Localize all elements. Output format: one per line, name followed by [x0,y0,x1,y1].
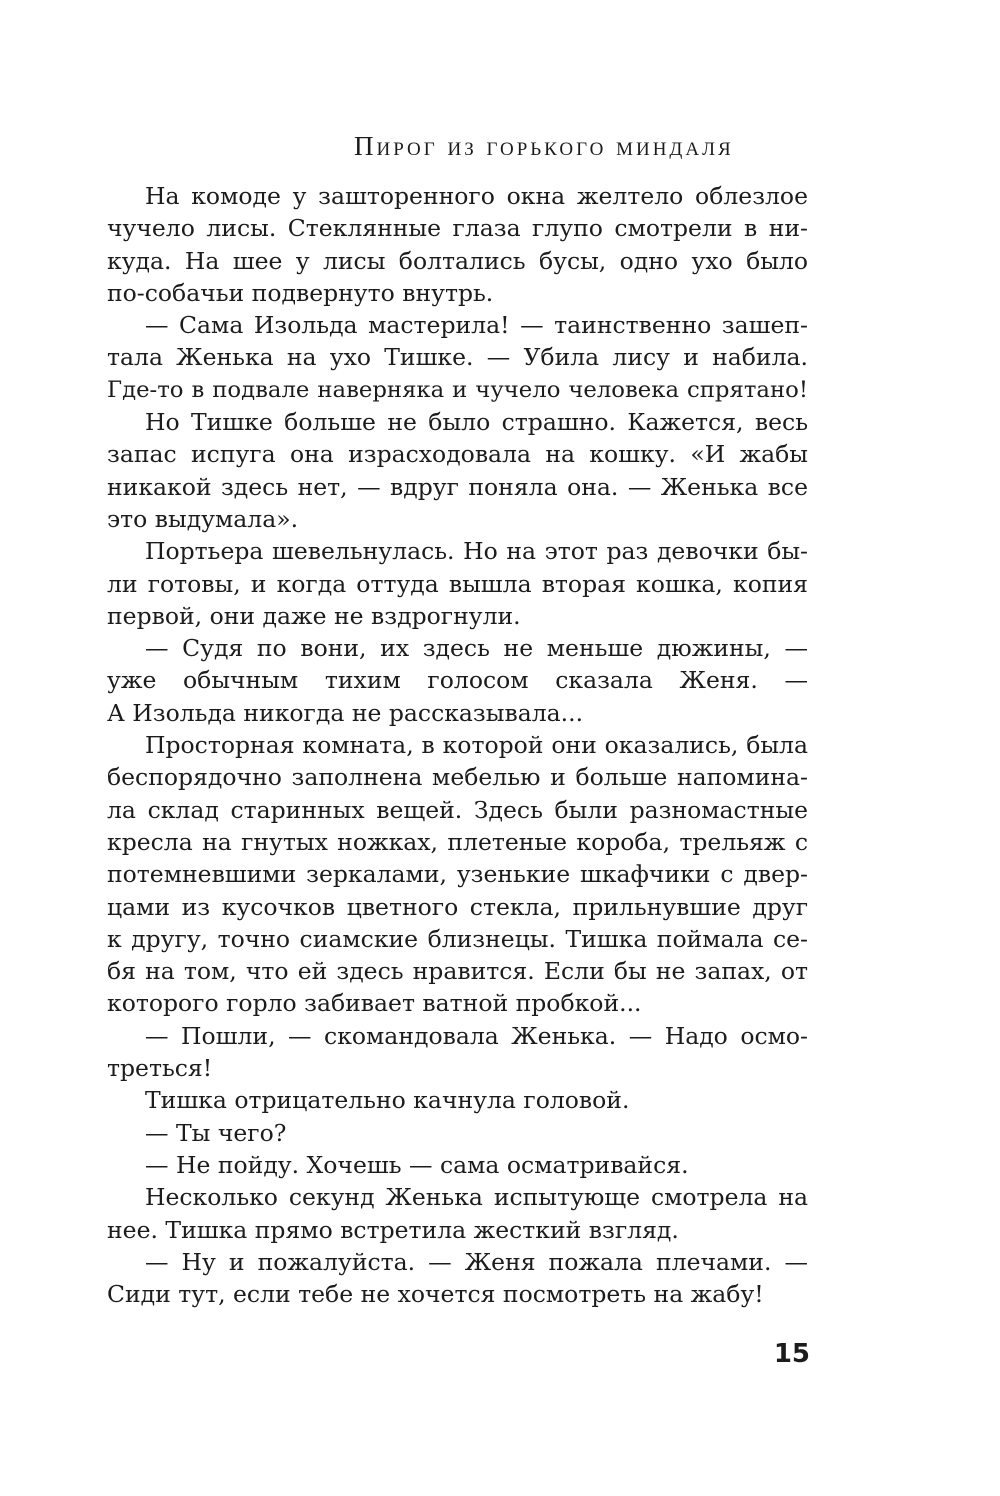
text-line: треться! [107,1054,213,1083]
text-line: уже обычным тихим голосом сказала Женя. — [107,666,808,695]
text-line: куда. На шее у лисы болтались бусы, одно ухо было [107,246,808,275]
text-line: чучело лисы. Стеклянные глаза глупо смотрели в ни- [107,214,808,243]
text-line: это выдумала». [107,504,299,533]
text-line: — Сама Изольда мастерила! — таинственно зашеп- [145,311,808,340]
text-line: — Ну и пожалуйста. — Женя пожала плечами. — [145,1247,808,1276]
text-line: На комоде у зашторенного окна желтело облезлое [145,182,808,210]
text-line: Портьера шевельнулась. Но на этот раз девочки бы- [145,537,808,566]
text-line: Тишка отрицательно качнула головой. [145,1086,630,1115]
text-line: ли готовы, и когда оттуда вышла вторая кошка, копия [107,569,808,598]
text-line: ла склад старинных вещей. Здесь были разномастные [107,795,808,824]
text-line: А Изольда никогда не рассказывала... [107,698,584,727]
text-line: Несколько секунд Женька испытующе смотрела на [145,1183,808,1212]
text-line: запас испуга она израсходовала на кошку. «И жабы [107,440,808,469]
text-line: — Ты чего? [145,1118,287,1147]
text-line: Просторная комната, в которой они оказались, была [145,731,808,760]
text-line: бя на том, что ей здесь нравится. Если бы не запах, от [107,957,808,986]
text-line: нее. Тишка прямо встретила жесткий взгляд. [107,1215,679,1244]
text-line: кресла на гнутых ножках, плетеные короба, трельяж с [107,827,808,856]
text-line: Сиди тут, если тебе не хочется посмотреть на жабу! [107,1280,764,1309]
text-line: к другу, точно сиамские близнецы. Тишка поймала се- [107,924,808,953]
text-line: по-собачьи подвернуто внутрь. [107,278,494,307]
text-line: — Не пойду. Хочешь — сама осматривайся. [145,1150,689,1179]
text-line: — Судя по вони, их здесь не меньше дюжины, — [145,634,808,663]
text-line: — Пошли, — скомандовала Женька. — Надо осмо- [145,1021,808,1050]
text-line: которого горло забивает ватной пробкой... [107,989,642,1018]
text-line: потемневшими зеркалами, узенькие шкафчики с двер- [107,860,808,889]
text-line: никакой здесь нет, — вдруг поняла она. — Женька все [107,472,808,501]
text-line: беспорядочно заполнена мебелью и больше напомина- [107,763,808,792]
running-title: Пирог из горького миндаля [354,131,734,161]
page-number: 15 [773,1339,810,1369]
text-line: тала Женька на ухо Тишке. — Убила лису и набила. [107,343,808,372]
text-line: цами из кусочков цветного стекла, прильнувшие друг [107,892,808,921]
text-line: Но Тишке больше не было страшно. Кажется, весь [145,408,808,437]
text-line: Где-то в подвале наверняка и чучело человека спрятано! [107,376,808,403]
text-line: первой, они даже не вздрогнули. [107,601,521,630]
body-text [107,180,808,1310]
